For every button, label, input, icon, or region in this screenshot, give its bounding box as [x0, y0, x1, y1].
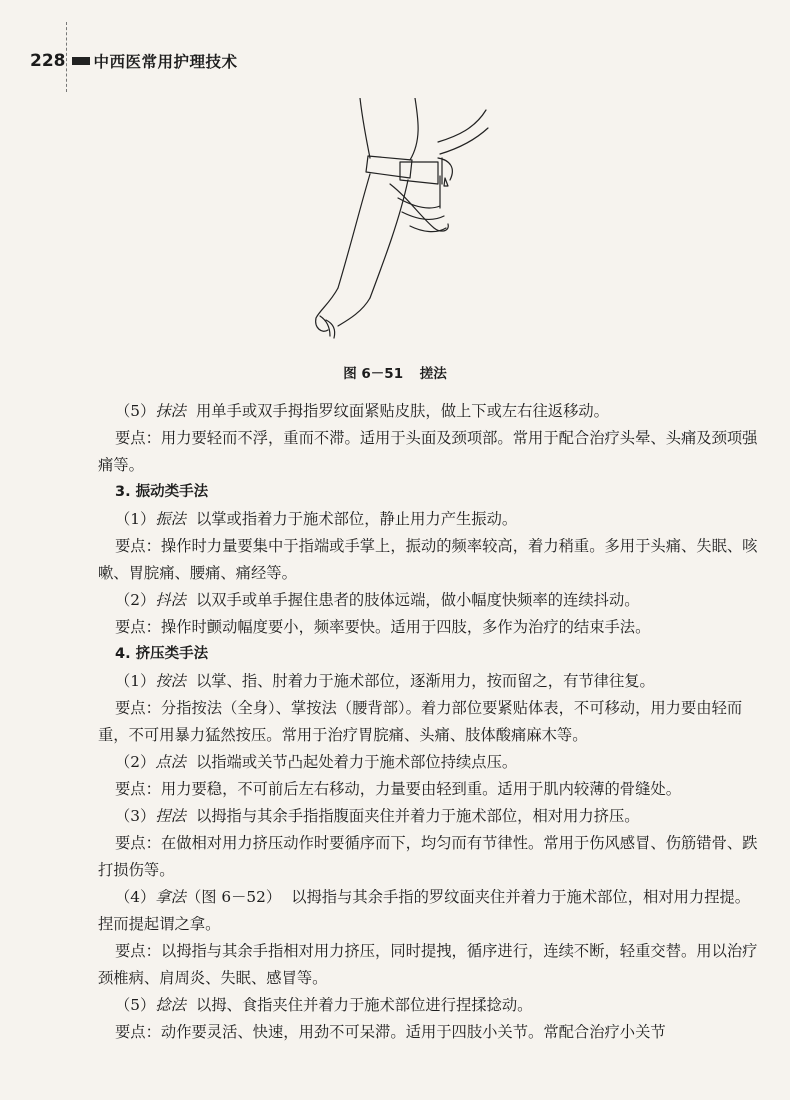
technique-item [98, 668, 758, 695]
item-number: （3） [115, 807, 156, 825]
technique-term: 按法 [155, 672, 186, 690]
section-heading: 3. 振动类手法 [115, 484, 209, 500]
technique-description: 以拇、食指夹住并着力于施术部位进行捏揉捻动。 [195, 996, 533, 1014]
technique-item [98, 884, 758, 938]
key-points-paragraph: 要点：用力要稳，不可前后左右移动，力量要由轻到重。适用于肌内较薄的骨缝处。 [115, 780, 681, 798]
technique-item [98, 506, 758, 533]
technique-description: 以掌或指着力于施术部位，静止用力产生振动。 [195, 510, 518, 528]
figure-illustration [290, 98, 510, 353]
figure-label: 图 6－51 [343, 366, 404, 382]
technique-item [98, 803, 758, 830]
item-number: （5） [115, 402, 156, 420]
figure-reference: （图 6－52） [185, 888, 282, 906]
book-title: 中西医常用护理技术 [93, 53, 238, 71]
header-divider [70, 57, 90, 65]
key-points-paragraph: 要点：操作时力量要集中于指端或手掌上，振动的频率较高，着力稍重。多用于头痛、失眠、咳嗽、胃脘痛、腰痛、痛经等。 [98, 537, 758, 582]
technique-description: 以双手或单手握住患者的肢体远端，做小幅度快频率的连续抖动。 [195, 591, 640, 609]
page-number: 228 [30, 51, 66, 71]
page-header [30, 48, 238, 74]
figure-caption [0, 362, 790, 382]
technique-description: 以掌、指、肘着力于施术部位，逐渐用力，按而留之，有节律往复。 [195, 672, 655, 690]
rubbing-hands-illustration [290, 98, 510, 353]
key-points-paragraph: 要点：在做相对用力挤压动作时要循序而下，均匀而有节律性。常用于伤风感冒、伤筋错骨、跌打损伤等。 [98, 834, 758, 879]
technique-description: 以拇指与其余手指的罗纹面夹住并着力于施术部位，相对用力捏提。捏而提起谓之拿。 [98, 888, 751, 933]
figure-title: 搓法 [419, 366, 447, 382]
item-number: （1） [115, 510, 156, 528]
key-points-paragraph: 要点：操作时颤动幅度要小，频率要快。适用于四肢，多作为治疗的结束手法。 [115, 618, 651, 636]
key-points-paragraph: 要点：动作要灵活、快速，用劲不可呆滞。适用于四肢小关节。常配合治疗小关节 [115, 1023, 666, 1041]
technique-item [98, 992, 758, 1019]
key-points-paragraph: 要点：分指按法（全身）、掌按法（腰背部）。着力部位要紧贴体表，不可移动，用力要由轻而重，不可用暴力猛然按压。常用于治疗胃脘痛、头痛、肢体酸痛麻木等。 [98, 699, 743, 744]
technique-item [98, 587, 758, 614]
technique-term: 捏法 [155, 807, 186, 825]
technique-term: 抹法 [155, 402, 186, 420]
key-points-paragraph: 要点：以拇指与其余手指相对用力挤压，同时提拽，循序进行，连续不断，轻重交替。用以治疗颈椎病、肩周炎、失眠、感冒等。 [98, 942, 758, 987]
technique-term: 抖法 [155, 591, 186, 609]
technique-term: 振法 [155, 510, 186, 528]
technique-term: 拿法 [155, 888, 186, 906]
technique-item [98, 749, 758, 776]
technique-term: 点法 [155, 753, 186, 771]
technique-description: 以拇指与其余手指指腹面夹住并着力于施术部位，相对用力挤压。 [195, 807, 640, 825]
body-text [98, 398, 758, 1046]
technique-item [98, 398, 758, 425]
item-number: （2） [115, 591, 156, 609]
technique-description: 用单手或双手拇指罗纹面紧贴皮肤，做上下或左右往返移动。 [195, 402, 609, 420]
item-number: （2） [115, 753, 156, 771]
section-heading: 4. 挤压类手法 [115, 646, 209, 662]
technique-term: 捻法 [155, 996, 186, 1014]
technique-description: 以指端或关节凸起处着力于施术部位持续点压。 [195, 753, 518, 771]
key-points-paragraph: 要点：用力要轻而不浮，重而不滞。适用于头面及颈项部。常用于配合治疗头晕、头痛及颈项强痛等。 [98, 429, 758, 474]
item-number: （4） [115, 888, 156, 906]
item-number: （5） [115, 996, 156, 1014]
item-number: （1） [115, 672, 156, 690]
